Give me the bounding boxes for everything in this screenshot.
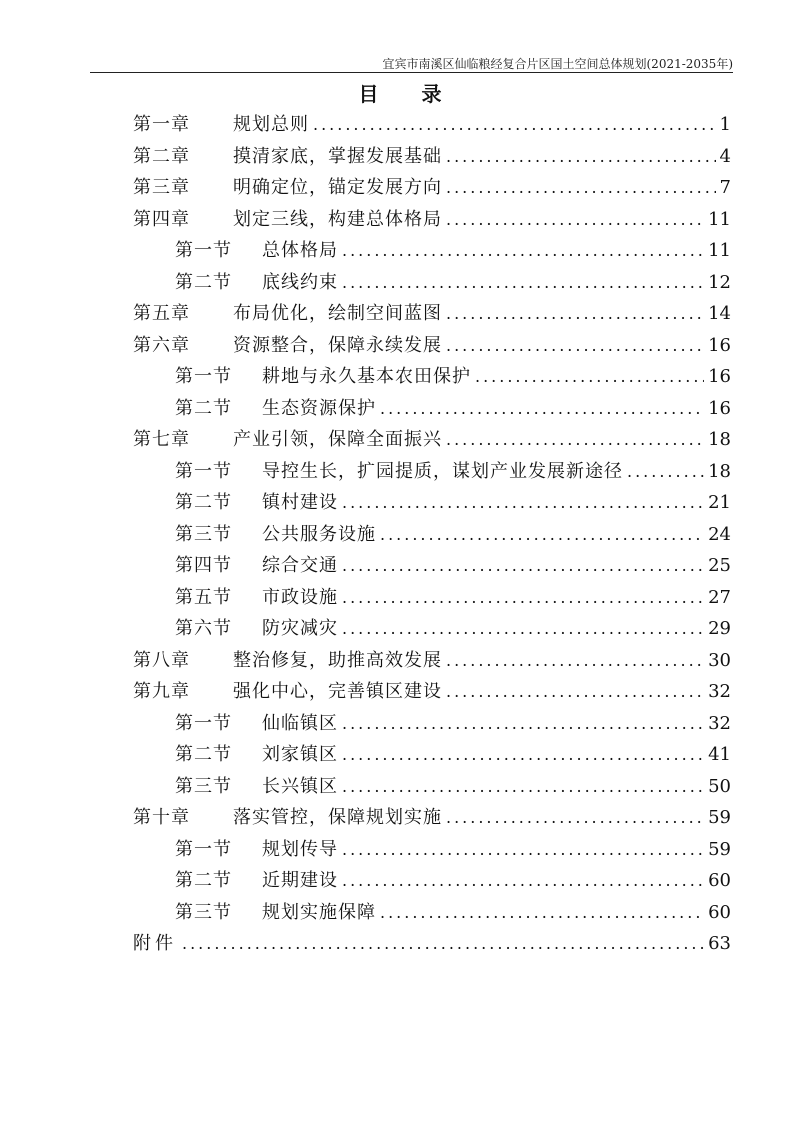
toc-section-entry[interactable] [133,865,731,897]
toc-dot-leader [342,739,704,771]
toc-entry-number: 第二节 [175,744,232,765]
toc-page-number: 25 [708,555,731,576]
toc-entry-title: 规划传导 [262,838,338,860]
toc-entry-title: 规划实施保障 [262,901,376,923]
toc-entry-number: 第二节 [175,397,232,419]
toc-entry-number: 第四章 [133,208,190,230]
toc-entry-title: 长兴镇区 [262,775,338,797]
toc-entry-number: 第三章 [133,177,190,198]
toc-title: 目 录 [358,82,460,106]
toc-page-number: 30 [708,649,731,671]
toc-entry-title: 底线约束 [262,271,338,293]
toc-entry-number: 第一节 [175,712,232,734]
toc-dot-leader [446,676,704,708]
toc-section-entry[interactable] [133,550,731,582]
toc-page-number: 11 [708,208,731,230]
toc-page-number: 14 [708,303,731,324]
toc-entry-title: 强化中心，完善镇区建设 [233,681,442,702]
toc-page-number: 29 [708,618,731,639]
toc-chapter-entry[interactable] [133,172,731,204]
toc-dot-leader [446,424,704,456]
toc-chapter-entry[interactable] [133,109,731,141]
toc-chapter-entry[interactable] [133,802,731,834]
toc-entry-title: 防灾减灾 [262,618,338,639]
toc-entry-number: 第一节 [175,460,232,482]
toc-entry-number: 第六节 [175,618,232,639]
toc-entry-number: 第四节 [175,555,232,576]
toc-entry-number: 第二节 [175,271,232,293]
toc-entry-title: 镇村建设 [262,492,338,513]
toc-section-entry[interactable] [133,456,731,488]
toc-entry-title: 整治修复，助推高效发展 [233,649,442,671]
toc-entry-title: 划定三线，构建总体格局 [233,208,442,230]
toc-entry-title: 生态资源保护 [262,397,376,419]
toc-dot-leader [182,928,704,960]
toc-dot-leader [342,582,704,614]
toc-entry-number: 第九章 [133,681,190,702]
toc-entry-number: 第一节 [175,366,232,387]
toc-page-number: 50 [708,775,731,797]
toc-page-number: 60 [708,901,731,923]
toc-entry-number: 第一节 [175,838,232,860]
toc-page-number: 63 [708,933,731,954]
toc-page-number: 32 [708,681,731,702]
toc-appendix-entry[interactable] [133,928,731,960]
toc-page-number: 16 [708,334,731,356]
toc-entry-title: 规划总则 [233,114,309,135]
toc-chapter-entry[interactable] [133,424,731,456]
toc-dot-leader [446,645,704,677]
toc-entry-title: 导控生长，扩园提质，谋划产业发展新途径 [262,460,623,482]
toc-dot-leader [446,298,704,330]
toc-section-entry[interactable] [133,613,731,645]
toc-dot-leader [446,172,716,204]
toc-dot-leader [380,897,704,929]
toc-entry-title: 公共服务设施 [262,523,376,545]
toc-entry-number: 第一节 [175,240,232,261]
toc-entry-number: 第七章 [133,429,190,450]
toc-dot-leader [342,235,704,267]
toc-section-entry[interactable] [133,487,731,519]
toc-entry-number: 第三节 [175,901,232,923]
toc-dot-leader [342,865,704,897]
toc-chapter-entry[interactable] [133,645,731,677]
toc-entry-title: 布局优化，绘制空间蓝图 [233,303,442,324]
toc-entry-title: 明确定位，锚定发展方向 [233,177,442,198]
toc-dot-leader [313,109,716,141]
toc-section-entry[interactable] [133,739,731,771]
toc-dot-leader [627,456,704,488]
toc-dot-leader [380,393,704,425]
toc-section-entry[interactable] [133,235,731,267]
toc-entry-title: 落实管控，保障规划实施 [233,807,442,828]
toc-dot-leader [342,771,704,803]
toc-dot-leader [342,487,704,519]
toc-dot-leader [342,267,704,299]
toc-entry-number: 第五节 [175,586,232,608]
toc-page-number: 60 [708,870,731,891]
toc-page-number: 16 [708,366,731,387]
toc-dot-leader [380,519,704,551]
toc-entry-title: 综合交通 [262,555,338,576]
toc-entry-title: 产业引领，保障全面振兴 [233,429,442,450]
header-rule [90,72,733,73]
toc-entry-number: 第二节 [175,492,232,513]
toc-page-number: 18 [708,429,731,450]
toc-page-number: 7 [719,177,731,198]
toc-dot-leader [475,361,704,393]
toc-page-number: 16 [708,397,731,419]
toc-dot-leader [342,708,704,740]
toc-dot-leader [446,330,704,362]
toc-page-number: 59 [708,807,731,828]
toc-section-entry[interactable] [133,582,731,614]
toc-section-entry[interactable] [133,771,731,803]
toc-chapter-entry[interactable] [133,330,731,362]
toc-page-number: 21 [708,492,731,513]
toc-entry-title: 市政设施 [262,586,338,608]
toc-entry-title: 近期建设 [262,870,338,891]
toc-page-number: 1 [719,114,731,135]
toc-entry-number: 第八章 [133,649,190,671]
toc-section-entry[interactable] [133,519,731,551]
toc-dot-leader [342,613,704,645]
toc-page-number: 11 [708,240,731,261]
toc-section-entry[interactable] [133,897,731,929]
toc-entry-number: 第三节 [175,523,232,545]
toc-entry-title: 刘家镇区 [262,744,338,765]
toc-chapter-entry[interactable] [133,204,731,236]
toc-entry-number: 第一章 [133,114,190,135]
running-header: 宜宾市南溪区仙临粮经复合片区国土空间总体规划(2021-2035年) [382,57,733,71]
toc-section-entry[interactable] [133,393,731,425]
toc-page-number: 32 [708,712,731,734]
toc-entry-title: 摸清家底，掌握发展基础 [233,145,442,167]
toc-dot-leader [446,141,716,173]
table-of-contents [133,109,731,960]
toc-page-number: 27 [708,586,731,608]
toc-dot-leader [446,802,704,834]
toc-dot-leader [446,204,704,236]
toc-section-entry[interactable] [133,267,731,299]
toc-page-number: 4 [719,145,731,167]
toc-dot-leader [342,834,704,866]
toc-entry-number: 第六章 [133,334,190,356]
toc-section-entry[interactable] [133,834,731,866]
toc-chapter-entry[interactable] [133,298,731,330]
toc-section-entry[interactable] [133,361,731,393]
toc-page-number: 24 [708,523,731,545]
toc-chapter-entry[interactable] [133,676,731,708]
toc-dot-leader [342,550,704,582]
toc-page-number: 41 [708,744,731,765]
toc-entry-number: 第五章 [133,303,190,324]
toc-entry-title: 资源整合，保障永续发展 [233,334,442,356]
toc-section-entry[interactable] [133,708,731,740]
toc-entry-number: 第三节 [175,775,232,797]
toc-entry-title: 耕地与永久基本农田保护 [262,366,471,387]
toc-entry-number: 第十章 [133,807,190,828]
toc-entry-title: 仙临镇区 [262,712,338,734]
toc-entry-title: 总体格局 [262,240,338,261]
toc-entry-number: 第二章 [133,145,190,167]
toc-page-number: 12 [708,271,731,293]
toc-entry-number: 第二节 [175,870,232,891]
toc-page-number: 59 [708,838,731,860]
toc-chapter-entry[interactable] [133,141,731,173]
toc-entry-number: 附件 [133,933,177,954]
toc-page-number: 18 [708,460,731,482]
